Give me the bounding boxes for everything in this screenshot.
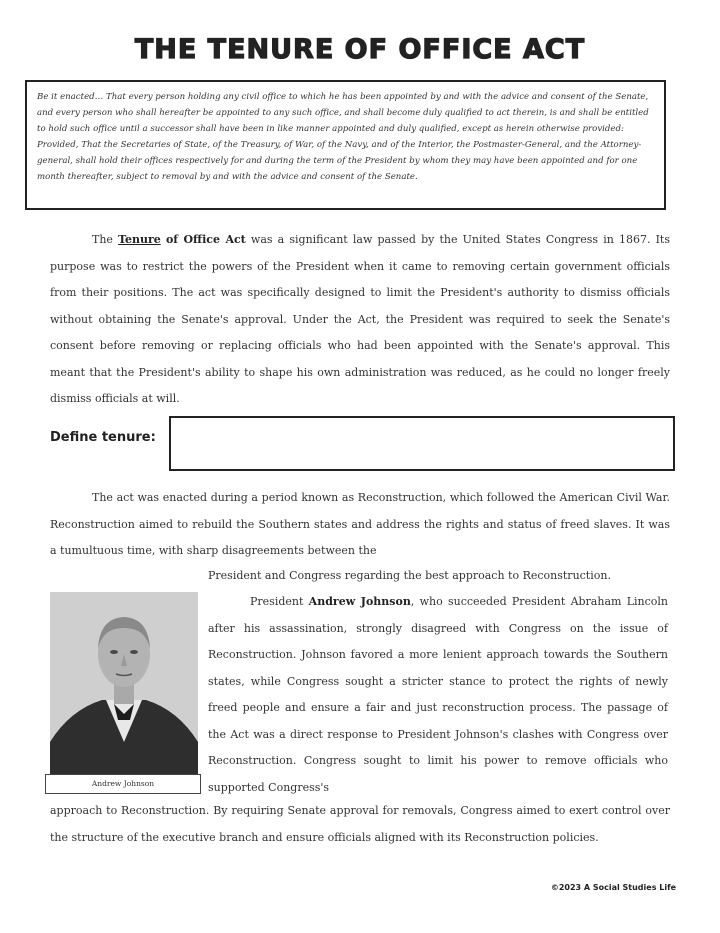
andrew-johnson-portrait bbox=[50, 592, 198, 774]
copyright-notice: ©2023 A Social Studies Life bbox=[550, 883, 676, 892]
johnson-rest: , who succeeded President Abraham Lincoln after his assassination, strongly disagreed with Congress on the issue of Reconstruction. Johnson favored a more lenient approach towards the Southern states, while Congress sought a stricter stance to protect the rights of newly freed people and ensure a fair and just reconstruction process. The passage of the Act was a direct response to President Johnson's clashes with Congress over Reconstruction. Congress sought to limit his power to remove officials who supported Congress's bbox=[208, 595, 669, 794]
define-tenure-answer-box[interactable] bbox=[169, 416, 675, 471]
paragraph-johnson-continued: approach to Reconstruction. By requiring Senate approval for removals, Congress aimed to exert control over the structure of the executive branch and ensure officials aligned with its Reconstruction policies. bbox=[50, 804, 670, 844]
paragraph-reconstruction-end: President and Congress regarding the best approach to Reconstruction. bbox=[208, 569, 611, 582]
paragraph-johnson bbox=[208, 589, 668, 801]
paragraph-reconstruction: The act was enacted during a period known as Reconstruction, which followed the American Civil War. Reconstruction aimed to rebuild the Southern states and address the rights and status of freed slaves. It was a tumultuous time, with sharp disagreements between the bbox=[50, 491, 670, 557]
portrait-caption: Andrew Johnson bbox=[45, 774, 201, 794]
act-quote-box: Be it enacted… That every person holding any civil office to which he has been appointed by and with the advice and consent of the Senate, and every person who shall hereafter be appointed to any such office, and shall become duly qualified to act therein, is and shall be entitled to hold such office until a successor shall have been in like manner appointed and duly qualified, except as herein otherwise provided: Provided, That the Secretaries of State, of the Treasury, of War, of the Navy, and of the Interior, the Postmaster-General, and the Attorney-general, shall hold their offices respectively for and during the term of the President by whom they may have been appointed and for one month thereafter, subject to removal by and with the advice and consent of the Senate. bbox=[25, 80, 666, 210]
johnson-name: Andrew Johnson bbox=[308, 595, 411, 608]
term-office-act: of Office Act bbox=[165, 233, 246, 246]
intro-lead: The bbox=[92, 233, 113, 246]
johnson-lead: President bbox=[250, 595, 304, 608]
page-title: THE TENURE OF OFFICE ACT bbox=[134, 34, 586, 65]
intro-rest: was a significant law passed by the United States Congress in 1867. Its purpose was to restrict the powers of the President when it came to removing certain government officials from their positions. The act was specifically designed to limit the President's authority to dismiss officials without obtaining the Senate's approval. Under the Act, the President was required to seek the Senate's consent before removing or replacing officials who had been appointed with the Senate's approval. This meant that the President's ability to shape his own administration was reduced, as he could no longer freely dismiss officials at will. bbox=[50, 233, 670, 405]
term-tenure: Tenure bbox=[118, 233, 161, 246]
define-tenure-label: Define tenure: bbox=[50, 430, 156, 445]
paragraph-intro bbox=[50, 227, 670, 413]
